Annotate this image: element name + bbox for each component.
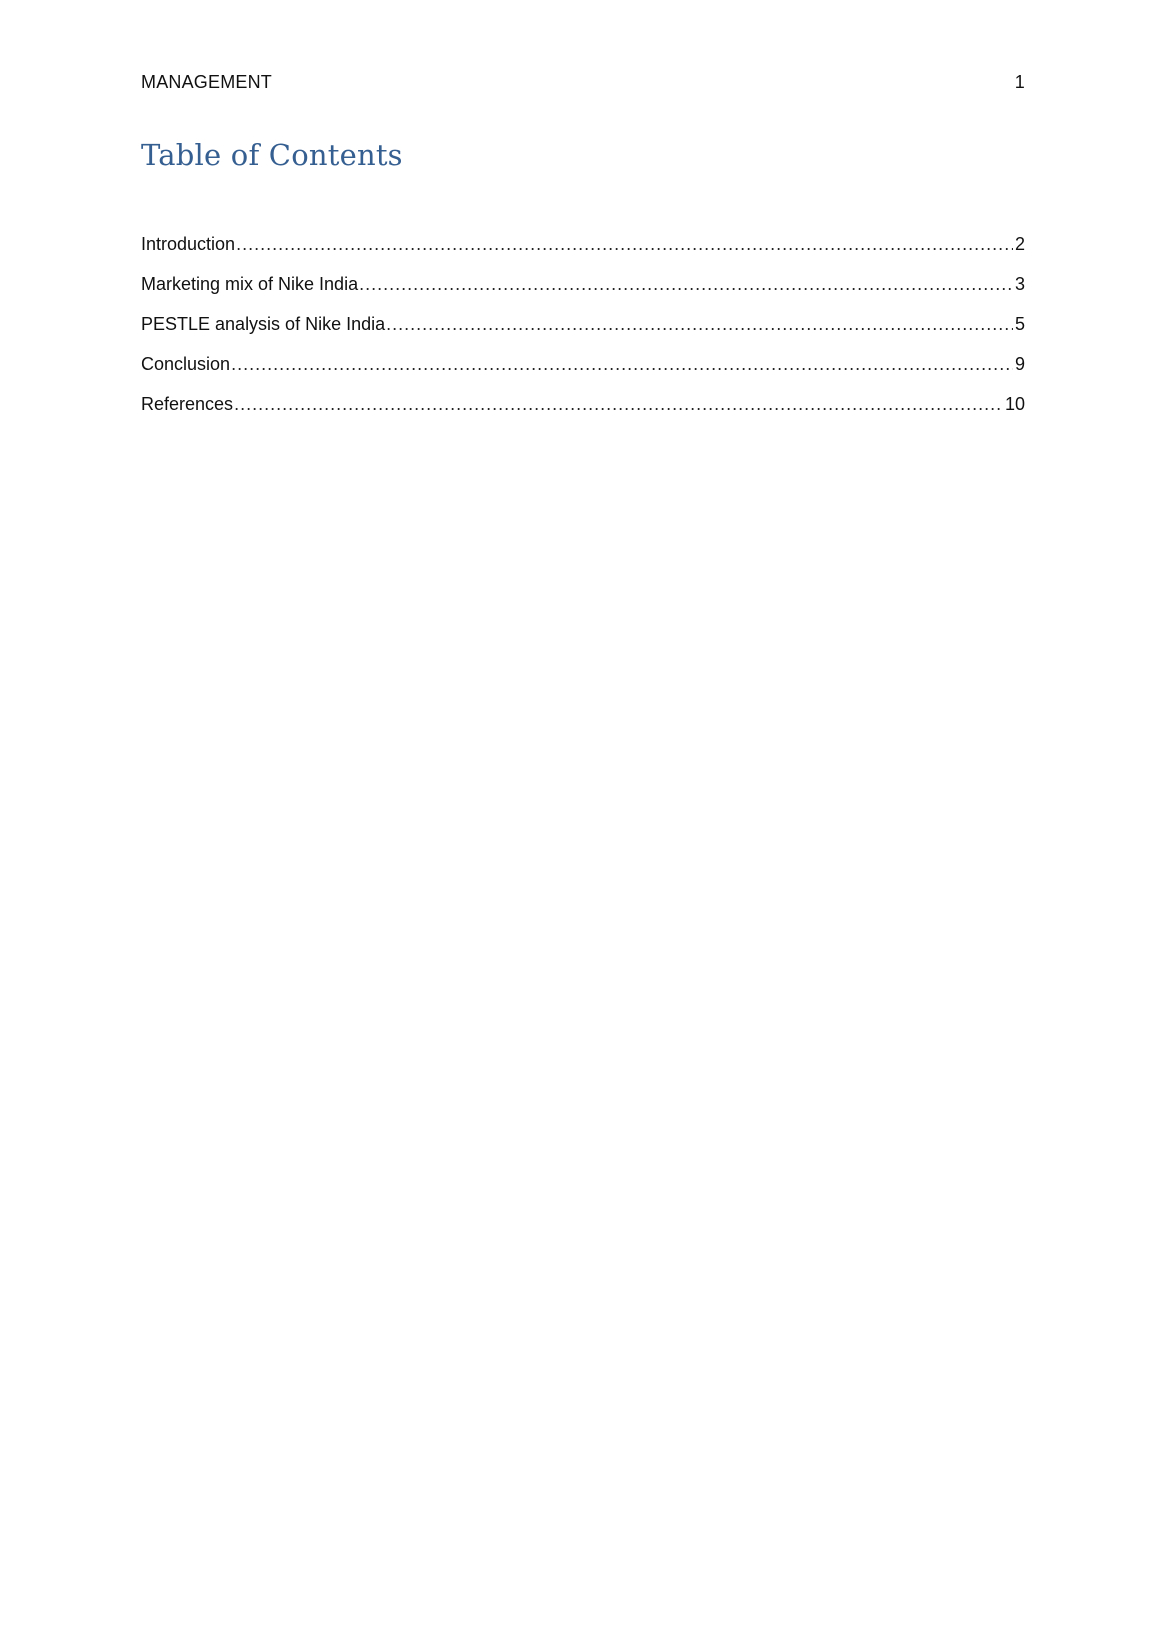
- table-of-contents: [141, 230, 1025, 430]
- toc-entry-page: 5: [1014, 314, 1025, 334]
- dot-leader: [359, 270, 1013, 298]
- dot-leader: [236, 230, 1013, 258]
- toc-entry-page: 3: [1014, 274, 1025, 294]
- toc-entry-references[interactable]: [141, 390, 1025, 430]
- dot-leader: [231, 350, 1013, 378]
- toc-entry-conclusion[interactable]: [141, 350, 1025, 390]
- page-number: 1: [1014, 71, 1025, 92]
- running-head: MANAGEMENT: [141, 71, 273, 92]
- toc-entry-marketing-mix[interactable]: [141, 270, 1025, 310]
- page-header: [141, 70, 1025, 94]
- toc-entry-label: Introduction: [141, 234, 236, 254]
- toc-entry-label: Marketing mix of Nike India: [141, 274, 359, 294]
- toc-entry-label: References: [141, 394, 234, 414]
- toc-entry-page: 2: [1014, 234, 1025, 254]
- toc-entry-page: 9: [1014, 354, 1025, 374]
- dot-leader: [234, 390, 1003, 418]
- toc-entry-page: 10: [1004, 394, 1025, 414]
- toc-heading: Table of Contents: [141, 138, 403, 172]
- toc-entry-pestle-analysis[interactable]: [141, 310, 1025, 350]
- toc-entry-introduction[interactable]: [141, 230, 1025, 270]
- toc-entry-label: Conclusion: [141, 354, 231, 374]
- dot-leader: [386, 310, 1013, 338]
- toc-entry-label: PESTLE analysis of Nike India: [141, 314, 386, 334]
